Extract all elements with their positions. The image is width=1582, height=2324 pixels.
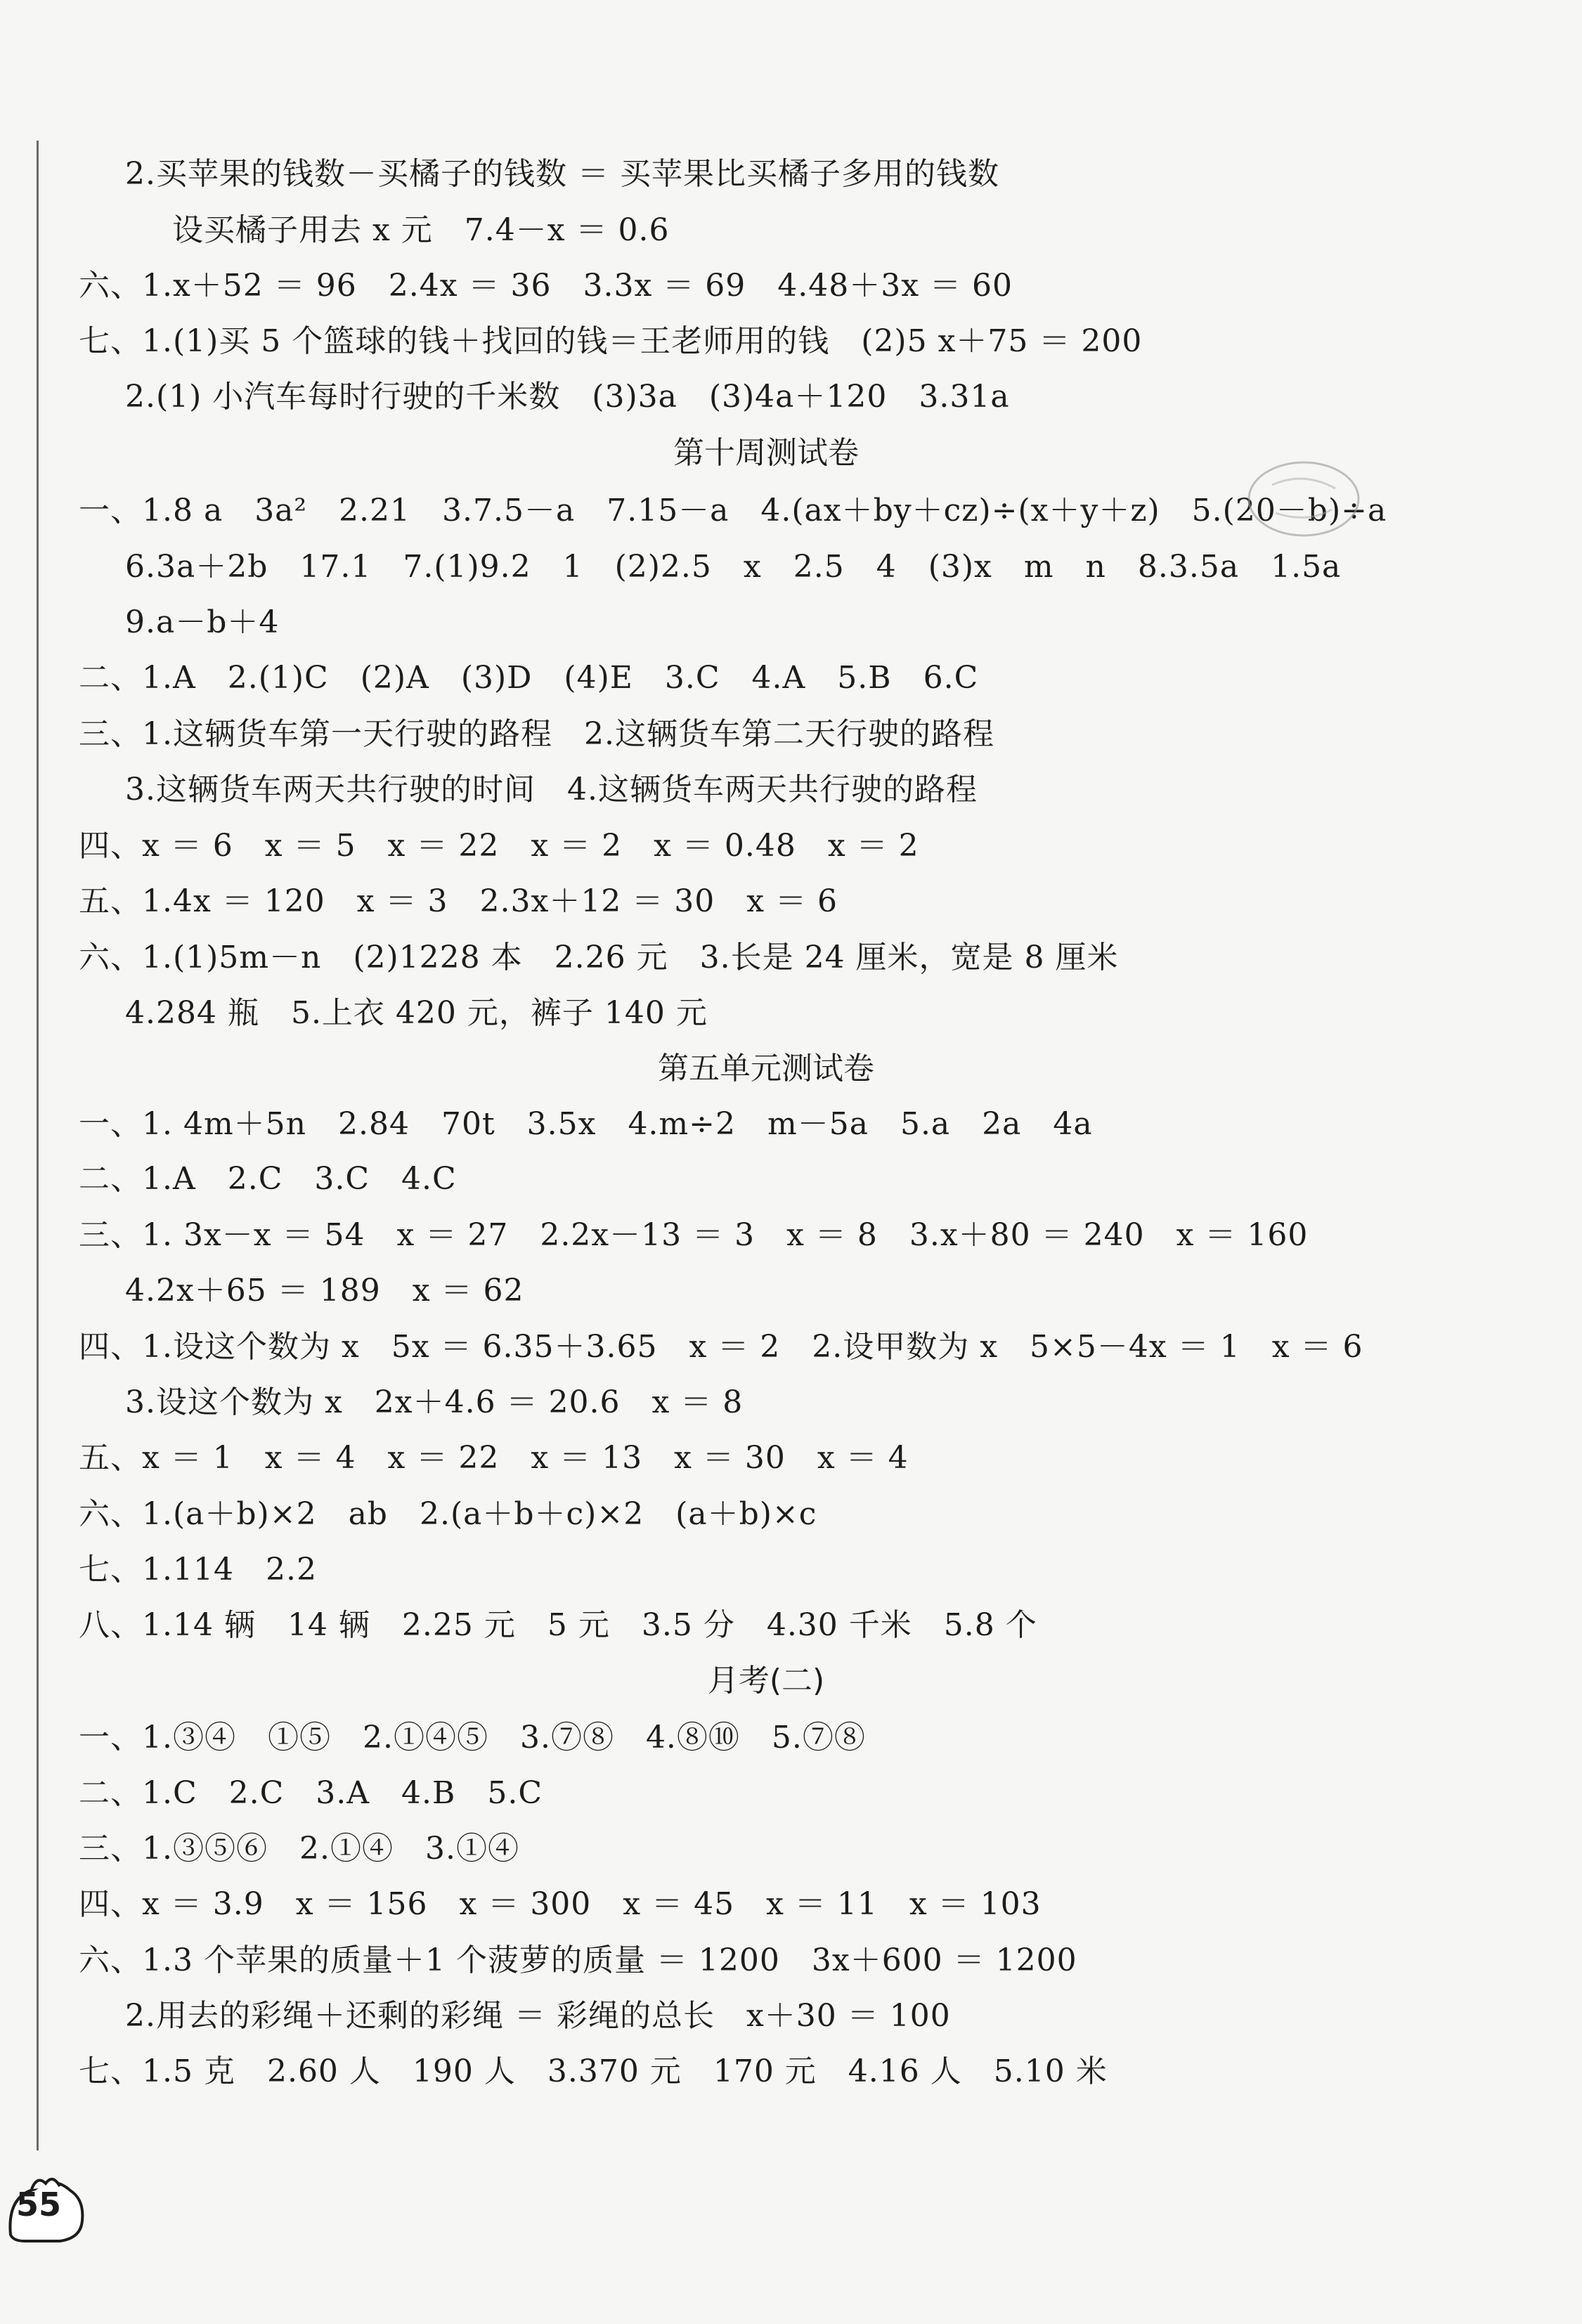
answer-line: 四、1.设这个数为 x 5x ＝ 6.35＋3.65 x ＝ 2 2.设甲数为 x 5×5－4x ＝ 1 x ＝ 6 (79, 1329, 1363, 1365)
answer-line: 6.3a＋2b 17.1 7.(1)9.2 1 (2)2.5 x 2.5 4 (3)x m n 8.3.5a 1.5a (125, 549, 1342, 585)
answer-line: 9.a－b＋4 (125, 604, 280, 640)
answer-line: 三、1.这辆货车第一天行驶的路程 2.这辆货车第二天行驶的路程 (79, 716, 994, 752)
answer-line: 二、1.C 2.C 3.A 4.B 5.C (79, 1775, 543, 1811)
answer-line: 七、1.114 2.2 (79, 1552, 317, 1588)
answer-line: 三、1. 3x－x ＝ 54 x ＝ 27 2.2x－13 ＝ 3 x ＝ 8 3.x＋80 ＝ 240 x ＝ 160 (79, 1217, 1309, 1253)
answer-line: 八、1.14 辆 14 辆 2.25 元 5 元 3.5 分 4.30 千米 5.8 个 (79, 1607, 1037, 1643)
answer-line: 3.设这个数为 x 2x＋4.6 ＝ 20.6 x ＝ 8 (125, 1384, 744, 1420)
answer-line: 三、1.③⑤⑥ 2.①④ 3.①④ (79, 1831, 519, 1867)
section-heading: 月考(二) (707, 1663, 825, 1699)
answer-line: 4.2x＋65 ＝ 189 x ＝ 62 (125, 1273, 524, 1309)
answer-line: 五、1.4x ＝ 120 x ＝ 3 2.3x＋12 ＝ 30 x ＝ 6 (79, 883, 838, 919)
page-number: 55 (15, 2186, 61, 2224)
answer-line: 3.这辆货车两天共行驶的时间 4.这辆货车两天共行驶的路程 (125, 772, 978, 807)
section-heading: 第十周测试卷 (673, 435, 859, 471)
answer-line: 2.(1) 小汽车每时行驶的千米数 (3)3a (3)4a＋120 3.31a (125, 379, 1010, 415)
answer-line: 2.用去的彩绳＋还剩的彩绳 ＝ 彩绳的总长 x＋30 ＝ 100 (125, 1998, 951, 2034)
answer-line: 一、1.③④ ①⑤ 2.①④⑤ 3.⑦⑧ 4.⑧⑩ 5.⑦⑧ (79, 1720, 866, 1755)
answer-line: 二、1.A 2.C 3.C 4.C (79, 1161, 457, 1197)
answer-line: 4.284 瓶 5.上衣 420 元，裤子 140 元 (125, 995, 708, 1031)
answer-line: 一、1. 4m＋5n 2.84 70t 3.5x 4.m÷2 m－5a 5.a 2a 4a (79, 1106, 1093, 1142)
section-heading: 第五单元测试卷 (658, 1051, 874, 1086)
answer-line: 一、1.8 a 3a² 2.21 3.7.5－a 7.15－a 4.(ax＋by＋cz)÷(x＋y＋z) 5.(20－b)÷a (79, 493, 1387, 528)
answer-line: 七、1.(1)买 5 个篮球的钱＋找回的钱＝王老师用的钱 (2)5 x＋75 ＝ 200 (79, 323, 1143, 359)
answer-line: 六、1.(1)5m－n (2)1228 本 2.26 元 3.长是 24 厘米，宽是 8 厘米 (79, 940, 1119, 975)
answer-line: 五、x ＝ 1 x ＝ 4 x ＝ 22 x ＝ 13 x ＝ 30 x ＝ 4 (79, 1440, 909, 1476)
answer-line: 七、1.5 克 2.60 人 190 人 3.370 元 170 元 4.16 人 5.10 米 (79, 2053, 1108, 2089)
answer-line: 2.买苹果的钱数－买橘子的钱数 ＝ 买苹果比买橘子多用的钱数 (125, 156, 999, 192)
answer-line: 六、1.(a＋b)×2 ab 2.(a＋b＋c)×2 (a＋b)×c (79, 1496, 817, 1532)
answer-line: 四、x ＝ 6 x ＝ 5 x ＝ 22 x ＝ 2 x ＝ 0.48 x ＝ 2 (79, 828, 919, 864)
faint-stamp-mark (1244, 457, 1363, 541)
answer-line: 四、x ＝ 3.9 x ＝ 156 x ＝ 300 x ＝ 45 x ＝ 11 x ＝ 103 (79, 1886, 1042, 1922)
answer-line: 六、1.3 个苹果的质量＋1 个菠萝的质量 ＝ 1200 3x＋600 ＝ 1200 (79, 1942, 1077, 1978)
answer-line: 六、1.x＋52 ＝ 96 2.4x ＝ 36 3.3x ＝ 69 4.48＋3x ＝ 60 (79, 268, 1013, 304)
answer-line: 二、1.A 2.(1)C (2)A (3)D (4)E 3.C 4.A 5.B 6.C (79, 660, 979, 696)
answer-line: 设买橘子用去 x 元 7.4－x ＝ 0.6 (172, 212, 670, 248)
